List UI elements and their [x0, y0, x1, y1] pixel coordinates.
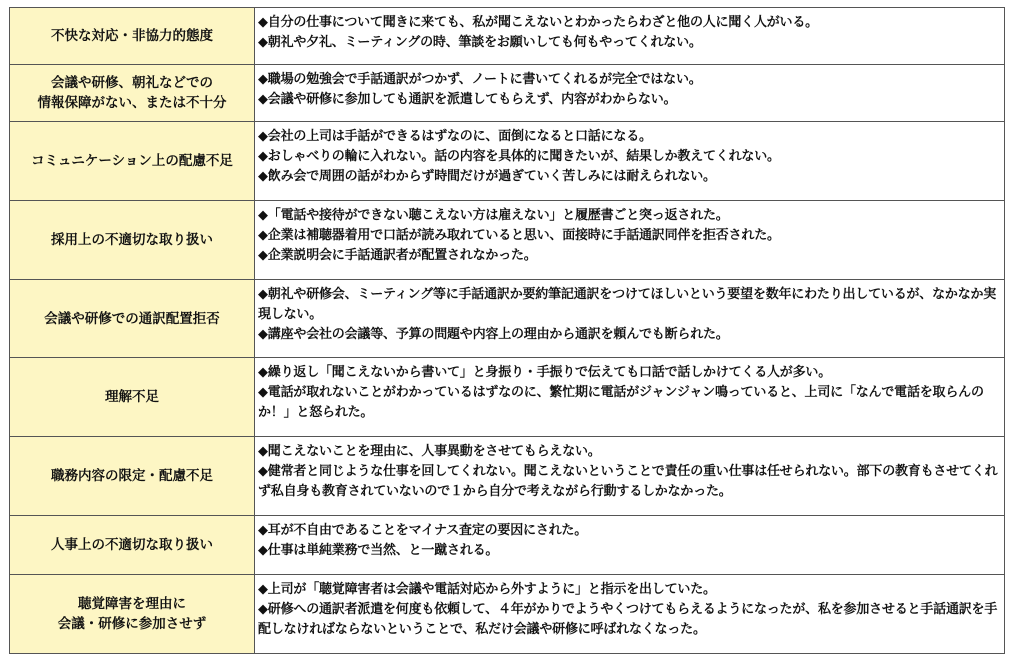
- category-cell: [10, 516, 255, 575]
- example-item: ◆聞こえないことを理由に、人事異動をさせてもらえない。: [258, 444, 601, 459]
- example-cell: [255, 8, 1005, 65]
- table-row: [10, 8, 1005, 65]
- category-cell: [10, 437, 255, 516]
- category-label: 不快な対応・非協力的態度: [51, 28, 213, 44]
- category-label: 会議・研修に参加させず: [57, 616, 207, 632]
- example-item: ◆電話が取れないことがわかっているはずなのに、繁忙期に電話がジャンジャン鳴っていると、上司に「なんで電話を取らんのか！」と怒られた。: [258, 385, 984, 420]
- category-label: 採用上の不適切な取り扱い: [51, 232, 213, 248]
- category-cell: [10, 8, 255, 65]
- example-item: ◆おしゃべりの輪に入れない。話の内容を具体的に聞きたいが、結果しか教えてくれない。: [258, 149, 780, 164]
- example-item: ◆研修への通訳者派遣を何度も依頼して、４年がかりでようやくつけてもらえるようになったが、私を参加させると手話通訳を手配しなければならないということで、私だけ会議や研修に呼ばれなくなった。: [258, 602, 998, 637]
- example-item: ◆仕事は単純業務で当然、と一蹴される。: [258, 543, 499, 558]
- example-cell: [255, 280, 1005, 358]
- example-item: ◆朝礼や夕礼、ミーティングの時、筆談をお願いしても何もやってくれない。: [258, 35, 702, 50]
- table-row: [10, 575, 1005, 654]
- example-cell: [255, 358, 1005, 437]
- example-item: ◆職場の勉強会で手話通訳がつかず、ノートに書いてくれるが完全ではない。: [258, 72, 702, 87]
- example-item: ◆企業は補聴器着用で口話が読み取れていると思い、面接時に手話通訳同伴を拒否された。: [258, 228, 780, 243]
- example-item: ◆会社の上司は手話ができるはずなのに、面倒になると口話になる。: [258, 129, 652, 144]
- example-item: ◆講座や会社の会議等、予算の問題や内容上の理由から通訳を頼んでも断られた。: [258, 327, 729, 342]
- example-item: ◆上司が「聴覚障害者は会議や電話対応から外すように」と指示を出していた。: [258, 582, 716, 597]
- example-item: ◆自分の仕事について聞きに来ても、私が聞こえないとわかったらわざと他の人に聞く人がいる。: [258, 15, 818, 30]
- example-cell: [255, 437, 1005, 516]
- category-label: 聴覚障害を理由に: [78, 596, 186, 612]
- category-label: 理解不足: [105, 389, 159, 405]
- example-item: ◆飲み会で周囲の話がわからず時間だけが過ぎていく苦しみには耐えられない。: [258, 169, 716, 184]
- discrimination-cases-table: [9, 7, 1005, 654]
- example-item: ◆繰り返し「聞こえないから書いて」と身振り・手振りで伝えても口話で話しかけてくる人が多い。: [258, 365, 831, 380]
- example-cell: [255, 65, 1005, 122]
- example-item: ◆会議や研修に参加しても通訳を派遣してもらえず、内容がわからない。: [258, 92, 677, 107]
- example-cell: [255, 575, 1005, 654]
- table-row: [10, 122, 1005, 201]
- category-label: コミュニケーション上の配慮不足: [31, 153, 233, 169]
- category-label: 人事上の不適切な取り扱い: [51, 537, 213, 553]
- category-cell: [10, 65, 255, 122]
- table-row: [10, 280, 1005, 358]
- example-item: ◆耳が不自由であることをマイナス査定の要因にされた。: [258, 523, 588, 538]
- category-label: 会議や研修での通訳配置拒否: [44, 310, 220, 327]
- category-cell: [10, 575, 255, 654]
- table-row: [10, 516, 1005, 575]
- table-row: [10, 358, 1005, 437]
- category-label: 情報保障がない、または不十分: [37, 95, 227, 111]
- example-cell: [255, 516, 1005, 575]
- example-item: ◆企業説明会に手話通訳者が配置されなかった。: [258, 248, 537, 263]
- category-label: 会議や研修、朝礼などでの: [51, 75, 213, 91]
- table-row: [10, 201, 1005, 280]
- example-item: ◆朝礼や研修会、ミーティング等に手話通訳か要約筆記通訳をつけてほしいという要望を数年にわたり出しているが、なかなか実現しない。: [258, 287, 997, 322]
- example-cell: [255, 122, 1005, 201]
- category-cell: [10, 280, 255, 358]
- category-cell: [10, 358, 255, 437]
- table-row: [10, 437, 1005, 516]
- category-cell: [10, 201, 255, 280]
- example-item: ◆健常者と同じような仕事を回してくれない。聞こえないということで責任の重い仕事は任せられない。部下の教育もさせてくれず私自身も教育されていないので１から自分で考えながら行動するしかなかった。: [258, 464, 998, 499]
- category-cell: [10, 122, 255, 201]
- example-item: ◆「電話や接待ができない聴こえない方は雇えない」と履歴書ごと突っ返された。: [258, 208, 729, 223]
- category-label: 職務内容の限定・配慮不足: [51, 468, 213, 484]
- example-cell: [255, 201, 1005, 280]
- table-row: [10, 65, 1005, 122]
